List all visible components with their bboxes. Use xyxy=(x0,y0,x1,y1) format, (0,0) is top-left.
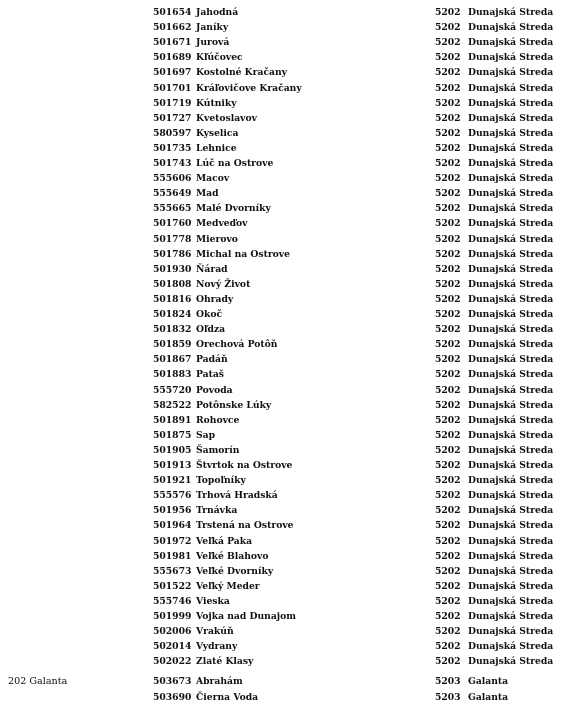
municipality-code: 501883 xyxy=(153,369,192,381)
table-row xyxy=(0,201,564,216)
district-name: Dunajská Streda xyxy=(468,263,554,275)
municipality-name: Lehnice xyxy=(196,142,237,154)
district-code: 5202 xyxy=(435,158,461,169)
table-row xyxy=(0,352,564,367)
table-row xyxy=(0,81,564,96)
municipality-code: 501662 xyxy=(153,22,192,34)
table-row xyxy=(0,156,564,171)
district-code: 5202 xyxy=(435,535,461,547)
table-row xyxy=(0,639,564,654)
table-row xyxy=(0,186,564,201)
district-code: 5202 xyxy=(435,142,461,154)
table-row xyxy=(0,690,564,705)
municipality-name: Čierna Voda xyxy=(196,691,259,703)
district-code: 5202 xyxy=(435,112,461,124)
municipality-name: Veľké Dvorníky xyxy=(196,565,274,577)
municipality-name: Trstená na Ostrove xyxy=(196,520,294,532)
district-name: Dunajská Streda xyxy=(468,369,554,381)
table-row xyxy=(0,518,564,533)
municipality-name: Vieska xyxy=(196,595,230,607)
table-row xyxy=(0,111,564,126)
district-name: Dunajská Streda xyxy=(468,339,554,351)
district-name: Dunajská Streda xyxy=(468,429,554,441)
municipality-name: Jurová xyxy=(196,37,230,49)
municipality-code: 501760 xyxy=(153,218,192,230)
table-row xyxy=(0,609,564,624)
table-row xyxy=(0,654,564,669)
district-name: Galanta xyxy=(468,676,509,688)
municipality-name: Okoč xyxy=(196,309,223,320)
table-row xyxy=(0,20,564,35)
municipality-code: 501859 xyxy=(153,339,192,351)
district-name: Dunajská Streda xyxy=(468,490,554,502)
district-code: 5202 xyxy=(435,173,461,185)
municipality-code: 501981 xyxy=(153,550,192,562)
municipality-name: Topoľníky xyxy=(196,475,246,487)
municipality-code: 501522 xyxy=(153,580,192,592)
district-code: 5202 xyxy=(435,414,461,426)
municipality-name: Kyselica xyxy=(196,127,239,139)
district-name: Dunajská Streda xyxy=(468,158,554,169)
table-row xyxy=(0,367,564,382)
district-code: 5202 xyxy=(435,656,461,668)
district-code: 5202 xyxy=(435,37,461,49)
district-code: 5202 xyxy=(435,248,461,260)
district-name: Dunajská Streda xyxy=(468,550,554,562)
municipality-code: 501999 xyxy=(153,611,192,622)
municipality-name: Kľúčovec xyxy=(196,52,243,64)
municipality-name: Štvrtok na Ostrove xyxy=(196,460,293,471)
district-name: Dunajská Streda xyxy=(468,67,554,79)
municipality-name: Sap xyxy=(196,429,216,441)
municipality-code: 501875 xyxy=(153,429,192,441)
table-row xyxy=(0,503,564,518)
district-code: 5202 xyxy=(435,505,461,517)
municipality-code: 501824 xyxy=(153,309,192,320)
municipality-code: 501905 xyxy=(153,444,192,456)
municipality-code: 555720 xyxy=(153,384,192,396)
district-name: Dunajská Streda xyxy=(468,475,554,487)
table-row xyxy=(0,277,564,292)
municipality-code: 555649 xyxy=(153,188,192,200)
district-name: Dunajská Streda xyxy=(468,444,554,456)
district-label: 202 Galanta xyxy=(8,676,68,688)
municipality-name: Potônske Lúky xyxy=(196,399,272,411)
district-name: Dunajská Streda xyxy=(468,611,554,622)
table-row xyxy=(0,383,564,398)
district-code: 5202 xyxy=(435,595,461,607)
municipality-name: Veľká Paka xyxy=(196,535,253,547)
table-row xyxy=(0,247,564,262)
municipality-code: 501816 xyxy=(153,293,192,305)
table-row xyxy=(0,35,564,50)
district-name: Dunajská Streda xyxy=(468,188,554,200)
municipality-name: Macov xyxy=(196,173,230,185)
district-name: Dunajská Streda xyxy=(468,626,554,638)
municipality-code: 503690 xyxy=(153,691,192,703)
district-code: 5202 xyxy=(435,233,461,245)
district-code: 5202 xyxy=(435,611,461,622)
district-code: 5202 xyxy=(435,520,461,532)
district-name: Dunajská Streda xyxy=(468,218,554,230)
district-code: 5202 xyxy=(435,278,461,290)
municipality-code: 501689 xyxy=(153,52,192,64)
municipality-name: Michal na Ostrove xyxy=(196,248,290,260)
district-name: Dunajská Streda xyxy=(468,203,554,215)
district-code: 5202 xyxy=(435,565,461,577)
table-row xyxy=(0,322,564,337)
municipality-code: 502014 xyxy=(153,641,192,653)
district-code: 5202 xyxy=(435,384,461,396)
municipality-name: Kráľovičove Kračany xyxy=(196,82,302,94)
district-code: 5202 xyxy=(435,490,461,502)
municipality-code: 502022 xyxy=(153,656,192,668)
district-code: 5203 xyxy=(435,676,461,688)
municipality-code: 501743 xyxy=(153,158,192,169)
district-code: 5202 xyxy=(435,188,461,200)
district-name: Dunajská Streda xyxy=(468,112,554,124)
municipality-name: Vydrany xyxy=(196,641,238,653)
district-code: 5202 xyxy=(435,263,461,275)
table-row xyxy=(0,65,564,80)
municipality-code: 501832 xyxy=(153,324,192,336)
table-row xyxy=(0,96,564,111)
district-name: Galanta xyxy=(468,691,509,703)
municipality-name: Nový Život xyxy=(196,278,251,290)
table-row xyxy=(0,473,564,488)
table-row xyxy=(0,50,564,65)
municipality-name: Mierovo xyxy=(196,233,238,245)
municipality-name: Kostolné Kračany xyxy=(196,67,288,79)
district-code: 5202 xyxy=(435,626,461,638)
district-name: Dunajská Streda xyxy=(468,520,554,532)
district-name: Dunajská Streda xyxy=(468,309,554,320)
municipality-code: 580597 xyxy=(153,127,192,139)
municipality-name: Orechová Potôň xyxy=(196,339,278,351)
district-code: 5202 xyxy=(435,52,461,64)
municipality-name: Lúč na Ostrove xyxy=(196,158,274,169)
municipality-name: Ňárad xyxy=(196,263,228,275)
district-name: Dunajská Streda xyxy=(468,37,554,49)
district-name: Dunajská Streda xyxy=(468,656,554,668)
district-name: Dunajská Streda xyxy=(468,278,554,290)
district-code: 5202 xyxy=(435,460,461,471)
municipality-name: Abrahám xyxy=(196,676,243,688)
municipality-code: 502006 xyxy=(153,626,192,638)
district-code: 5202 xyxy=(435,127,461,139)
table-row xyxy=(0,337,564,352)
municipality-code: 555606 xyxy=(153,173,192,185)
district-code: 5202 xyxy=(435,97,461,109)
table-row xyxy=(0,126,564,141)
table-row xyxy=(0,549,564,564)
municipality-code: 555746 xyxy=(153,595,192,607)
district-code: 5202 xyxy=(435,339,461,351)
table-row xyxy=(0,488,564,503)
table-row xyxy=(0,216,564,231)
municipality-name: Veľký Meder xyxy=(196,580,260,592)
municipality-name: Vrakúň xyxy=(196,626,234,638)
table-row xyxy=(0,579,564,594)
municipality-code: 555576 xyxy=(153,490,192,502)
district-code: 5202 xyxy=(435,218,461,230)
municipality-code: 501719 xyxy=(153,97,192,109)
municipality-name: Zlaté Klasy xyxy=(196,656,254,668)
municipality-code: 501778 xyxy=(153,233,192,245)
municipality-code: 501697 xyxy=(153,67,192,79)
table-row xyxy=(0,307,564,322)
municipality-name: Mad xyxy=(196,188,219,200)
table-row xyxy=(0,5,564,20)
municipality-code: 501701 xyxy=(153,82,192,94)
municipality-name: Ohrady xyxy=(196,293,234,305)
municipality-code: 501735 xyxy=(153,142,192,154)
municipality-name: Trnávka xyxy=(196,505,238,517)
municipality-name: Šamorín xyxy=(196,444,240,456)
municipality-name: Vojka nad Dunajom xyxy=(196,611,296,622)
municipality-name: Oľdza xyxy=(196,324,226,336)
district-name: Dunajská Streda xyxy=(468,142,554,154)
district-name: Dunajská Streda xyxy=(468,535,554,547)
table-row xyxy=(0,292,564,307)
municipality-name: Medveďov xyxy=(196,218,248,230)
district-name: Dunajská Streda xyxy=(468,173,554,185)
municipality-code: 501654 xyxy=(153,7,192,18)
table-row xyxy=(0,262,564,277)
district-name: Dunajská Streda xyxy=(468,580,554,592)
district-name: Dunajská Streda xyxy=(468,460,554,471)
district-code: 5202 xyxy=(435,7,461,18)
district-code: 5202 xyxy=(435,550,461,562)
district-name: Dunajská Streda xyxy=(468,414,554,426)
municipality-name: Trhová Hradská xyxy=(196,490,278,502)
table-row xyxy=(0,534,564,549)
municipality-code: 501930 xyxy=(153,263,192,275)
district-code: 5202 xyxy=(435,399,461,411)
table-row xyxy=(0,594,564,609)
table-row xyxy=(0,458,564,473)
district-code: 5202 xyxy=(435,429,461,441)
municipality-name: Veľké Blahovo xyxy=(196,550,269,562)
district-name: Dunajská Streda xyxy=(468,384,554,396)
municipality-code: 501972 xyxy=(153,535,192,547)
table-row xyxy=(0,413,564,428)
municipality-code: 555665 xyxy=(153,203,192,215)
district-name: Dunajská Streda xyxy=(468,293,554,305)
table-row xyxy=(0,171,564,186)
municipality-code: 501913 xyxy=(153,460,192,471)
municipality-code: 501921 xyxy=(153,475,192,487)
district-name: Dunajská Streda xyxy=(468,595,554,607)
district-code: 5202 xyxy=(435,444,461,456)
municipality-code: 501867 xyxy=(153,354,192,366)
municipality-code: 501808 xyxy=(153,278,192,290)
municipality-name: Jahodná xyxy=(196,7,239,18)
district-name: Dunajská Streda xyxy=(468,641,554,653)
municipality-code: 501956 xyxy=(153,505,192,517)
municipality-name: Padáň xyxy=(196,354,228,366)
district-name: Dunajská Streda xyxy=(468,52,554,64)
district-code: 5202 xyxy=(435,22,461,34)
municipality-code: 503673 xyxy=(153,676,192,688)
district-name: Dunajská Streda xyxy=(468,399,554,411)
municipality-code: 501891 xyxy=(153,414,192,426)
municipality-code: 582522 xyxy=(153,399,192,411)
district-name: Dunajská Streda xyxy=(468,565,554,577)
district-code: 5202 xyxy=(435,324,461,336)
district-name: Dunajská Streda xyxy=(468,97,554,109)
municipality-code: 501786 xyxy=(153,248,192,260)
table-row xyxy=(0,674,564,689)
district-code: 5202 xyxy=(435,67,461,79)
municipality-name: Janíky xyxy=(196,22,229,34)
municipality-code: 501671 xyxy=(153,37,192,49)
district-code: 5202 xyxy=(435,475,461,487)
district-code: 5202 xyxy=(435,641,461,653)
district-code: 5202 xyxy=(435,580,461,592)
municipality-code: 501964 xyxy=(153,520,192,532)
municipality-name: Malé Dvorníky xyxy=(196,203,271,215)
district-name: Dunajská Streda xyxy=(468,233,554,245)
table-row xyxy=(0,398,564,413)
table-row xyxy=(0,428,564,443)
district-name: Dunajská Streda xyxy=(468,354,554,366)
municipality-name: Pataš xyxy=(196,369,224,381)
district-name: Dunajská Streda xyxy=(468,248,554,260)
table-row xyxy=(0,141,564,156)
district-code: 5202 xyxy=(435,354,461,366)
district-name: Dunajská Streda xyxy=(468,7,554,18)
district-name: Dunajská Streda xyxy=(468,82,554,94)
municipality-name: Kútniky xyxy=(196,97,237,109)
district-name: Dunajská Streda xyxy=(468,324,554,336)
table-row xyxy=(0,624,564,639)
district-code: 5202 xyxy=(435,369,461,381)
district-code: 5202 xyxy=(435,293,461,305)
district-name: Dunajská Streda xyxy=(468,127,554,139)
municipality-name: Rohovce xyxy=(196,414,240,426)
district-code: 5202 xyxy=(435,309,461,320)
municipality-name: Kvetoslavov xyxy=(196,112,257,124)
municipality-code: 555673 xyxy=(153,565,192,577)
table-row xyxy=(0,443,564,458)
municipality-code: 501727 xyxy=(153,112,192,124)
district-code: 5203 xyxy=(435,691,461,703)
table-row xyxy=(0,232,564,247)
district-code: 5202 xyxy=(435,82,461,94)
district-code: 5202 xyxy=(435,203,461,215)
district-name: Dunajská Streda xyxy=(468,505,554,517)
district-name: Dunajská Streda xyxy=(468,22,554,34)
table-row xyxy=(0,564,564,579)
municipality-name: Povoda xyxy=(196,384,233,396)
